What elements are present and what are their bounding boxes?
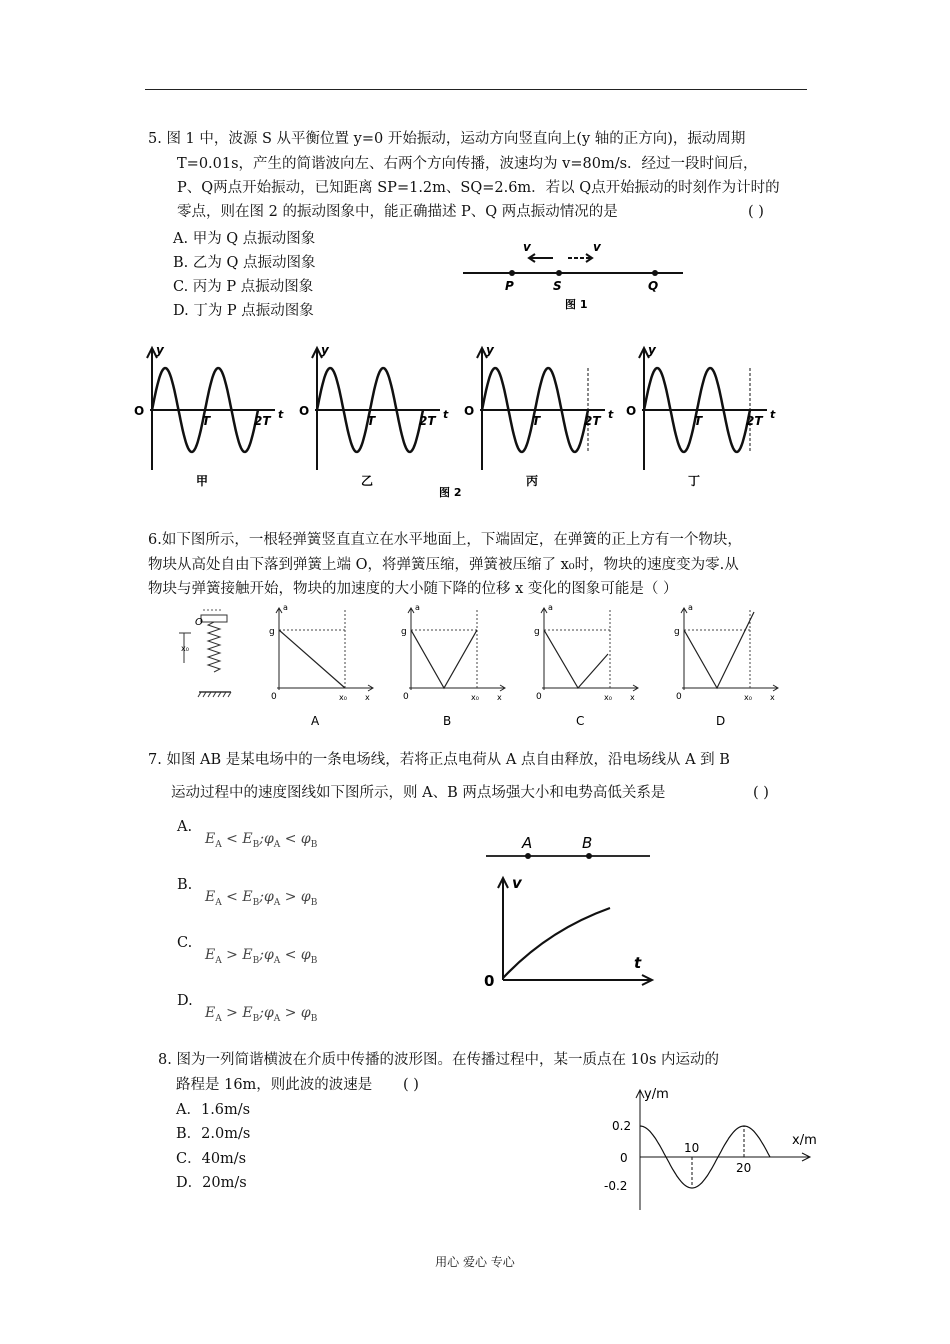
- q8-option-d: D．20m/s: [176, 1175, 247, 1191]
- g-label: g: [534, 627, 540, 637]
- t-tick-label: T: [694, 414, 703, 428]
- v-axis-label: v: [512, 874, 522, 892]
- origin-label: 0: [484, 972, 495, 990]
- origin-label: O: [134, 404, 145, 418]
- acceleration-line: [411, 630, 477, 688]
- header-rule: [145, 89, 807, 90]
- graph-label: 丁: [688, 474, 701, 488]
- y-axis-label: y: [156, 343, 164, 357]
- vibration-graph-3: [464, 343, 614, 488]
- q7-option-d-label: D.: [177, 993, 193, 1009]
- a-axis-label: a: [283, 603, 288, 612]
- q6-line-1: 6.如下图所示，一根轻弹簧竖直直立在水平地面上，下端固定，在弹簧的正上方有一个物块，: [148, 532, 742, 548]
- spring-o-label: O: [195, 617, 203, 628]
- q8-line-2: 路程是 16m，则此波的波速是: [176, 1077, 373, 1093]
- x-tick-20: 20: [736, 1161, 752, 1175]
- velocity-curve: [503, 908, 610, 978]
- figure-2-caption: 图 2: [439, 486, 462, 499]
- graph-label: 乙: [361, 474, 374, 488]
- x0-label: x₀: [339, 693, 347, 702]
- point-p: [509, 270, 515, 276]
- graph-label: D: [716, 714, 726, 728]
- b-label: B: [582, 834, 593, 852]
- q8-bracket: ( ): [403, 1077, 419, 1093]
- point-q: [652, 270, 658, 276]
- q7-bracket: ( ): [753, 785, 769, 801]
- footer: 用心 爱心 专心: [435, 1255, 515, 1269]
- a-x-graph-B: [401, 603, 505, 728]
- t-axis-label: t: [770, 408, 776, 421]
- graph-label: C: [576, 714, 585, 728]
- q5-option-c: C. 丙为 P 点振动图象: [173, 279, 314, 295]
- point-a: [525, 853, 531, 859]
- q7-option-a-label: A.: [177, 819, 193, 835]
- graph-label: 丙: [526, 474, 539, 488]
- origin-label: O: [464, 404, 475, 418]
- two-t-tick-label: 2T: [254, 414, 271, 428]
- q7-line-2: 运动过程中的速度图线如下图所示，则 A、B 两点场强大小和电势高低关系是: [171, 785, 666, 801]
- y-tick-zero: 0: [620, 1151, 628, 1165]
- y-axis-label: y/m: [644, 1087, 669, 1102]
- t-axis-label: t: [278, 408, 284, 421]
- x-axis-label: x/m: [792, 1133, 817, 1148]
- q7-option-d-formula: $E_A$ > $E_B;\varphi_A > \varphi_B$: [205, 1005, 318, 1024]
- two-t-tick-label: 2T: [746, 414, 763, 428]
- point-s: [556, 270, 562, 276]
- q7-option-c-formula: $E_A$ > $E_B;\varphi_A < \varphi_B$: [205, 947, 318, 966]
- origin-label: 0: [676, 692, 682, 702]
- origin-label: O: [299, 404, 310, 418]
- two-t-tick-label: 2T: [419, 414, 436, 428]
- q7-option-a-formula: $E_A$ < $E_B;\varphi_A < \varphi_B$: [205, 831, 318, 850]
- s-label: S: [553, 279, 562, 293]
- x0-label: x₀: [744, 693, 752, 702]
- t-tick-label: T: [202, 414, 211, 428]
- y-axis-label: y: [648, 343, 656, 357]
- x-axis-label: x: [770, 693, 775, 702]
- q7-line-1: 7. 如图 AB 是某电场中的一条电场线，若将正点电荷从 A 点自由释放，沿电场线从 A 到 B: [148, 752, 730, 768]
- q5-option-d: D. 丁为 P 点振动图象: [173, 303, 314, 319]
- t-tick-label: T: [532, 414, 541, 428]
- g-label: g: [674, 627, 680, 637]
- acceleration-line: [544, 630, 608, 688]
- x-axis-label: x: [630, 693, 635, 702]
- q5-line-1: 5. 图 1 中，波源 S 从平衡位置 y=0 开始振动，运动方向竖直向上(y 轴的正方向)，振动周期: [148, 131, 746, 147]
- a-x-graph-C: [534, 603, 638, 728]
- q6-graphs: [255, 600, 785, 735]
- point-b: [586, 853, 592, 859]
- t-axis-label: t: [443, 408, 449, 421]
- q7-option-c-label: C.: [177, 935, 193, 951]
- g-label: g: [401, 627, 407, 637]
- a-x-graph-A: [269, 603, 373, 728]
- v-left-label: v: [523, 240, 531, 254]
- q7-option-b-formula: $E_A$ < $E_B;\varphi_A > \varphi_B$: [205, 889, 318, 908]
- q6-line-2: 物块从高处自由下落到弹簧上端 O，将弹簧压缩，弹簧被压缩了 x₀时，物块的速度变为零.从: [148, 557, 739, 573]
- y-tick-pos: 0.2: [612, 1119, 632, 1133]
- q7-option-b-label: B.: [177, 877, 193, 893]
- q5-bracket: ( ): [748, 204, 764, 220]
- q6-spring-figure: [175, 605, 235, 705]
- q5-line-4: 零点，则在图 2 的振动图象中，能正确描述 P、Q 两点振动情况的是: [177, 204, 618, 220]
- q5-line-3: P、Q两点开始振动，已知距离 SP=1.2m、SQ=2.6m．若以 Q点开始振动的时刻作为计时的: [177, 180, 780, 196]
- q8-option-b: B．2.0m/s: [176, 1126, 251, 1142]
- q5-option-b: B. 乙为 Q 点振动图象: [173, 255, 316, 271]
- origin-label: 0: [536, 692, 542, 702]
- acceleration-line: [684, 612, 754, 688]
- vibration-graph-4: [626, 343, 776, 488]
- q8-line-1: 8. 图为一列简谐横波在介质中传播的波形图。在传播过程中，某一质点在 10s 内运动的: [158, 1052, 720, 1068]
- t-tick-label: T: [367, 414, 376, 428]
- q8-option-c: C．40m/s: [176, 1151, 247, 1167]
- a-axis-label: a: [688, 603, 693, 612]
- figure-1-caption: 图 1: [565, 298, 588, 311]
- origin-label: 0: [271, 692, 277, 702]
- y-tick-neg: -0.2: [604, 1179, 628, 1193]
- graph-label: 甲: [196, 474, 209, 488]
- a-x-graph-D: [674, 603, 778, 728]
- graph-label: A: [311, 714, 320, 728]
- y-axis-label: y: [321, 343, 329, 357]
- a-axis-label: a: [415, 603, 420, 612]
- q5-line-2: T=0.01s，产生的简谐波向左、右两个方向传播，波速均为 v=80m/s．经过一段时间后，: [177, 156, 758, 172]
- vibration-graph-2: [299, 343, 449, 488]
- v-right-label: v: [593, 240, 601, 254]
- q5-figure-2: [130, 340, 780, 500]
- q5-option-a: A. 甲为 Q 点振动图象: [173, 231, 316, 247]
- x0-label: x₀: [604, 693, 612, 702]
- g-label: g: [269, 627, 275, 637]
- x-tick-10: 10: [684, 1141, 700, 1155]
- q7-figure: [478, 828, 668, 998]
- q5-figure-1: [455, 236, 695, 316]
- t-axis-label: t: [608, 408, 614, 421]
- y-axis-label: y: [486, 343, 494, 357]
- t-axis-label: t: [634, 954, 642, 972]
- x0-label: x₀: [471, 693, 479, 702]
- x-axis-label: x: [497, 693, 502, 702]
- a-label: A: [522, 834, 533, 852]
- q-label: Q: [648, 279, 659, 293]
- a-axis-label: a: [548, 603, 553, 612]
- p-label: P: [505, 279, 514, 293]
- vibration-graph-1: [134, 343, 284, 488]
- two-t-tick-label: 2T: [584, 414, 601, 428]
- spring-x0-label: x₀: [181, 644, 189, 653]
- q6-line-3: 物块与弹簧接触开始，物块的加速度的大小随下降的位移 x 变化的图象可能是（ ）: [148, 581, 678, 597]
- x-axis-label: x: [365, 693, 370, 702]
- q8-wave-figure: [600, 1080, 830, 1220]
- origin-label: O: [626, 404, 637, 418]
- graph-label: B: [443, 714, 452, 728]
- acceleration-line: [279, 630, 345, 688]
- origin-label: 0: [403, 692, 409, 702]
- q8-option-a: A．1.6m/s: [176, 1102, 251, 1118]
